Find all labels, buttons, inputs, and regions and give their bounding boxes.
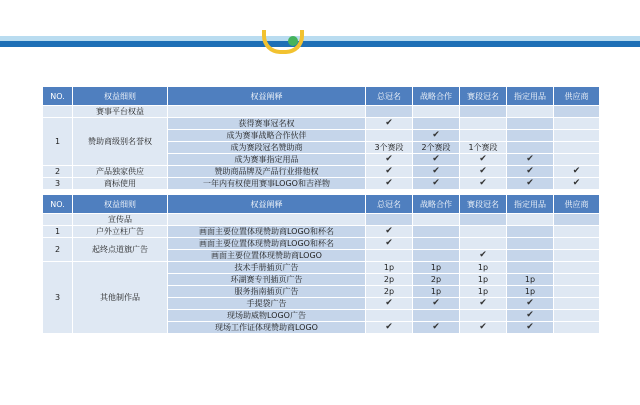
tier-value: 1p [507, 274, 554, 286]
section-row [43, 106, 600, 118]
tier-value: 1p [460, 286, 507, 298]
empty-cell [554, 214, 600, 226]
check-icon: ✔ [366, 298, 413, 310]
check-icon: ✔ [554, 166, 600, 178]
header-row [43, 195, 600, 214]
column-header: 赛段冠名 [460, 195, 507, 214]
tier-value [413, 250, 460, 262]
empty-cell [413, 214, 460, 226]
no-cell [43, 106, 73, 118]
empty-cell [460, 106, 507, 118]
tier-value: 1p [413, 286, 460, 298]
table-row [43, 166, 600, 178]
header-row [43, 87, 600, 106]
row-number: 3 [43, 262, 73, 334]
column-header: 总冠名 [366, 195, 413, 214]
empty-cell [366, 106, 413, 118]
benefit-category: 起终点道旗广告 [73, 238, 168, 262]
tier-value: 2p [366, 274, 413, 286]
check-icon: ✔ [413, 166, 460, 178]
tier-value [460, 310, 507, 322]
tier-value [460, 226, 507, 238]
check-icon: ✔ [366, 118, 413, 130]
tier-value [554, 322, 600, 334]
sponsorship-benefits-area [42, 86, 599, 334]
column-header: 供应商 [554, 195, 600, 214]
tier-value [507, 238, 554, 250]
benefit-detail: 画面主要位置体现赞助商LOGO和杯名 [168, 238, 366, 250]
check-icon: ✔ [413, 154, 460, 166]
benefit-detail: 赞助商品牌及产品行业排他权 [168, 166, 366, 178]
banner-dark-stripe [0, 41, 640, 47]
benefit-detail: 现场助威物LOGO广告 [168, 310, 366, 322]
check-icon: ✔ [507, 322, 554, 334]
empty-cell [507, 106, 554, 118]
check-icon: ✔ [460, 178, 507, 190]
check-icon: ✔ [413, 322, 460, 334]
tier-value [554, 310, 600, 322]
row-number: 1 [43, 118, 73, 166]
benefit-detail: 技术手册插页广告 [168, 262, 366, 274]
column-header: 权益细则 [73, 87, 168, 106]
tier-value: 1p [460, 262, 507, 274]
check-icon: ✔ [413, 178, 460, 190]
empty-cell [554, 106, 600, 118]
column-header: 权益阐释 [168, 87, 366, 106]
column-header: 权益阐释 [168, 195, 366, 214]
tier-value [554, 238, 600, 250]
tier-value: 1p [507, 286, 554, 298]
empty-cell [460, 214, 507, 226]
check-icon: ✔ [366, 178, 413, 190]
row-number: 2 [43, 238, 73, 262]
tier-value [413, 118, 460, 130]
section-title: 赛事平台权益 [73, 106, 168, 118]
benefit-detail: 成为赛事战略合作伙伴 [168, 130, 366, 142]
benefit-detail: 手提袋广告 [168, 298, 366, 310]
tier-value [554, 298, 600, 310]
table-row [43, 262, 600, 274]
section-title: 宣传品 [73, 214, 168, 226]
check-icon: ✔ [366, 226, 413, 238]
tier-value: 1p [460, 274, 507, 286]
tier-value [507, 226, 554, 238]
benefit-detail: 服务指南插页广告 [168, 286, 366, 298]
tier-value [554, 286, 600, 298]
check-icon: ✔ [366, 166, 413, 178]
column-header: 供应商 [554, 87, 600, 106]
tier-value [507, 118, 554, 130]
table-row [43, 238, 600, 250]
tier-value [554, 226, 600, 238]
tier-value [554, 118, 600, 130]
benefit-category: 赞助商级别名誉权 [73, 118, 168, 166]
empty-cell [507, 214, 554, 226]
banner-dot-icon [288, 36, 298, 46]
empty-cell [413, 106, 460, 118]
empty-cell [366, 214, 413, 226]
benefit-category: 商标使用 [73, 178, 168, 190]
tier-value [507, 250, 554, 262]
tier-value [554, 262, 600, 274]
benefit-detail: 画面主要位置体现赞助商LOGO [168, 250, 366, 262]
sponsorship-benefits-table [42, 86, 600, 334]
benefit-category: 户外立柱广告 [73, 226, 168, 238]
row-number: 2 [43, 166, 73, 178]
check-icon: ✔ [460, 166, 507, 178]
column-header: 战略合作 [413, 87, 460, 106]
benefit-category: 产品独家供应 [73, 166, 168, 178]
table-row [43, 118, 600, 130]
check-icon: ✔ [507, 178, 554, 190]
benefit-detail: 一年内有权使用赛事LOGO和吉祥物 [168, 178, 366, 190]
tier-value: 2p [366, 286, 413, 298]
column-header: 指定用品 [507, 195, 554, 214]
row-number: 3 [43, 178, 73, 190]
check-icon: ✔ [507, 166, 554, 178]
check-icon: ✔ [507, 310, 554, 322]
table-row [43, 178, 600, 190]
column-header: 赛段冠名 [460, 87, 507, 106]
tier-value [413, 226, 460, 238]
tier-value [460, 130, 507, 142]
column-header: NO. [43, 195, 73, 214]
benefit-detail: 画面主要位置体现赞助商LOGO和杯名 [168, 226, 366, 238]
check-icon: ✔ [460, 250, 507, 262]
tier-value [413, 238, 460, 250]
tier-value [507, 142, 554, 154]
tier-value: 1p [413, 262, 460, 274]
tier-value [366, 310, 413, 322]
check-icon: ✔ [366, 238, 413, 250]
no-cell [43, 214, 73, 226]
check-icon: ✔ [554, 178, 600, 190]
check-icon: ✔ [507, 298, 554, 310]
benefit-category: 其他制作品 [73, 262, 168, 334]
tier-value: 1个赛段 [460, 142, 507, 154]
tier-value: 1p [366, 262, 413, 274]
tier-value: 3个赛段 [366, 142, 413, 154]
tier-value [554, 142, 600, 154]
tier-value [460, 118, 507, 130]
benefit-detail: 获得赛事冠名权 [168, 118, 366, 130]
tier-value [554, 130, 600, 142]
section-row [43, 214, 600, 226]
tier-value [554, 250, 600, 262]
check-icon: ✔ [413, 130, 460, 142]
tier-value [507, 262, 554, 274]
benefit-detail: 环湖赛专刊插页广告 [168, 274, 366, 286]
tier-value: 2p [413, 274, 460, 286]
check-icon: ✔ [460, 298, 507, 310]
check-icon: ✔ [413, 298, 460, 310]
column-header: 战略合作 [413, 195, 460, 214]
benefit-detail: 成为赛事指定用品 [168, 154, 366, 166]
tier-value [554, 274, 600, 286]
check-icon: ✔ [366, 154, 413, 166]
empty-cell [168, 106, 366, 118]
tier-value [413, 310, 460, 322]
check-icon: ✔ [366, 322, 413, 334]
column-header: NO. [43, 87, 73, 106]
tier-value [366, 250, 413, 262]
tier-value [507, 130, 554, 142]
row-number: 1 [43, 226, 73, 238]
tier-value [554, 154, 600, 166]
table-body [43, 87, 600, 334]
column-header: 总冠名 [366, 87, 413, 106]
tier-value [460, 238, 507, 250]
tier-value: 2个赛段 [413, 142, 460, 154]
tier-value [366, 130, 413, 142]
check-icon: ✔ [460, 154, 507, 166]
check-icon: ✔ [460, 322, 507, 334]
empty-cell [168, 214, 366, 226]
benefit-detail: 现场工作证体现赞助商LOGO [168, 322, 366, 334]
column-header: 权益细则 [73, 195, 168, 214]
column-header: 指定用品 [507, 87, 554, 106]
check-icon: ✔ [507, 154, 554, 166]
benefit-detail: 成为赛段冠名赞助商 [168, 142, 366, 154]
top-banner [0, 0, 640, 52]
table-row [43, 226, 600, 238]
